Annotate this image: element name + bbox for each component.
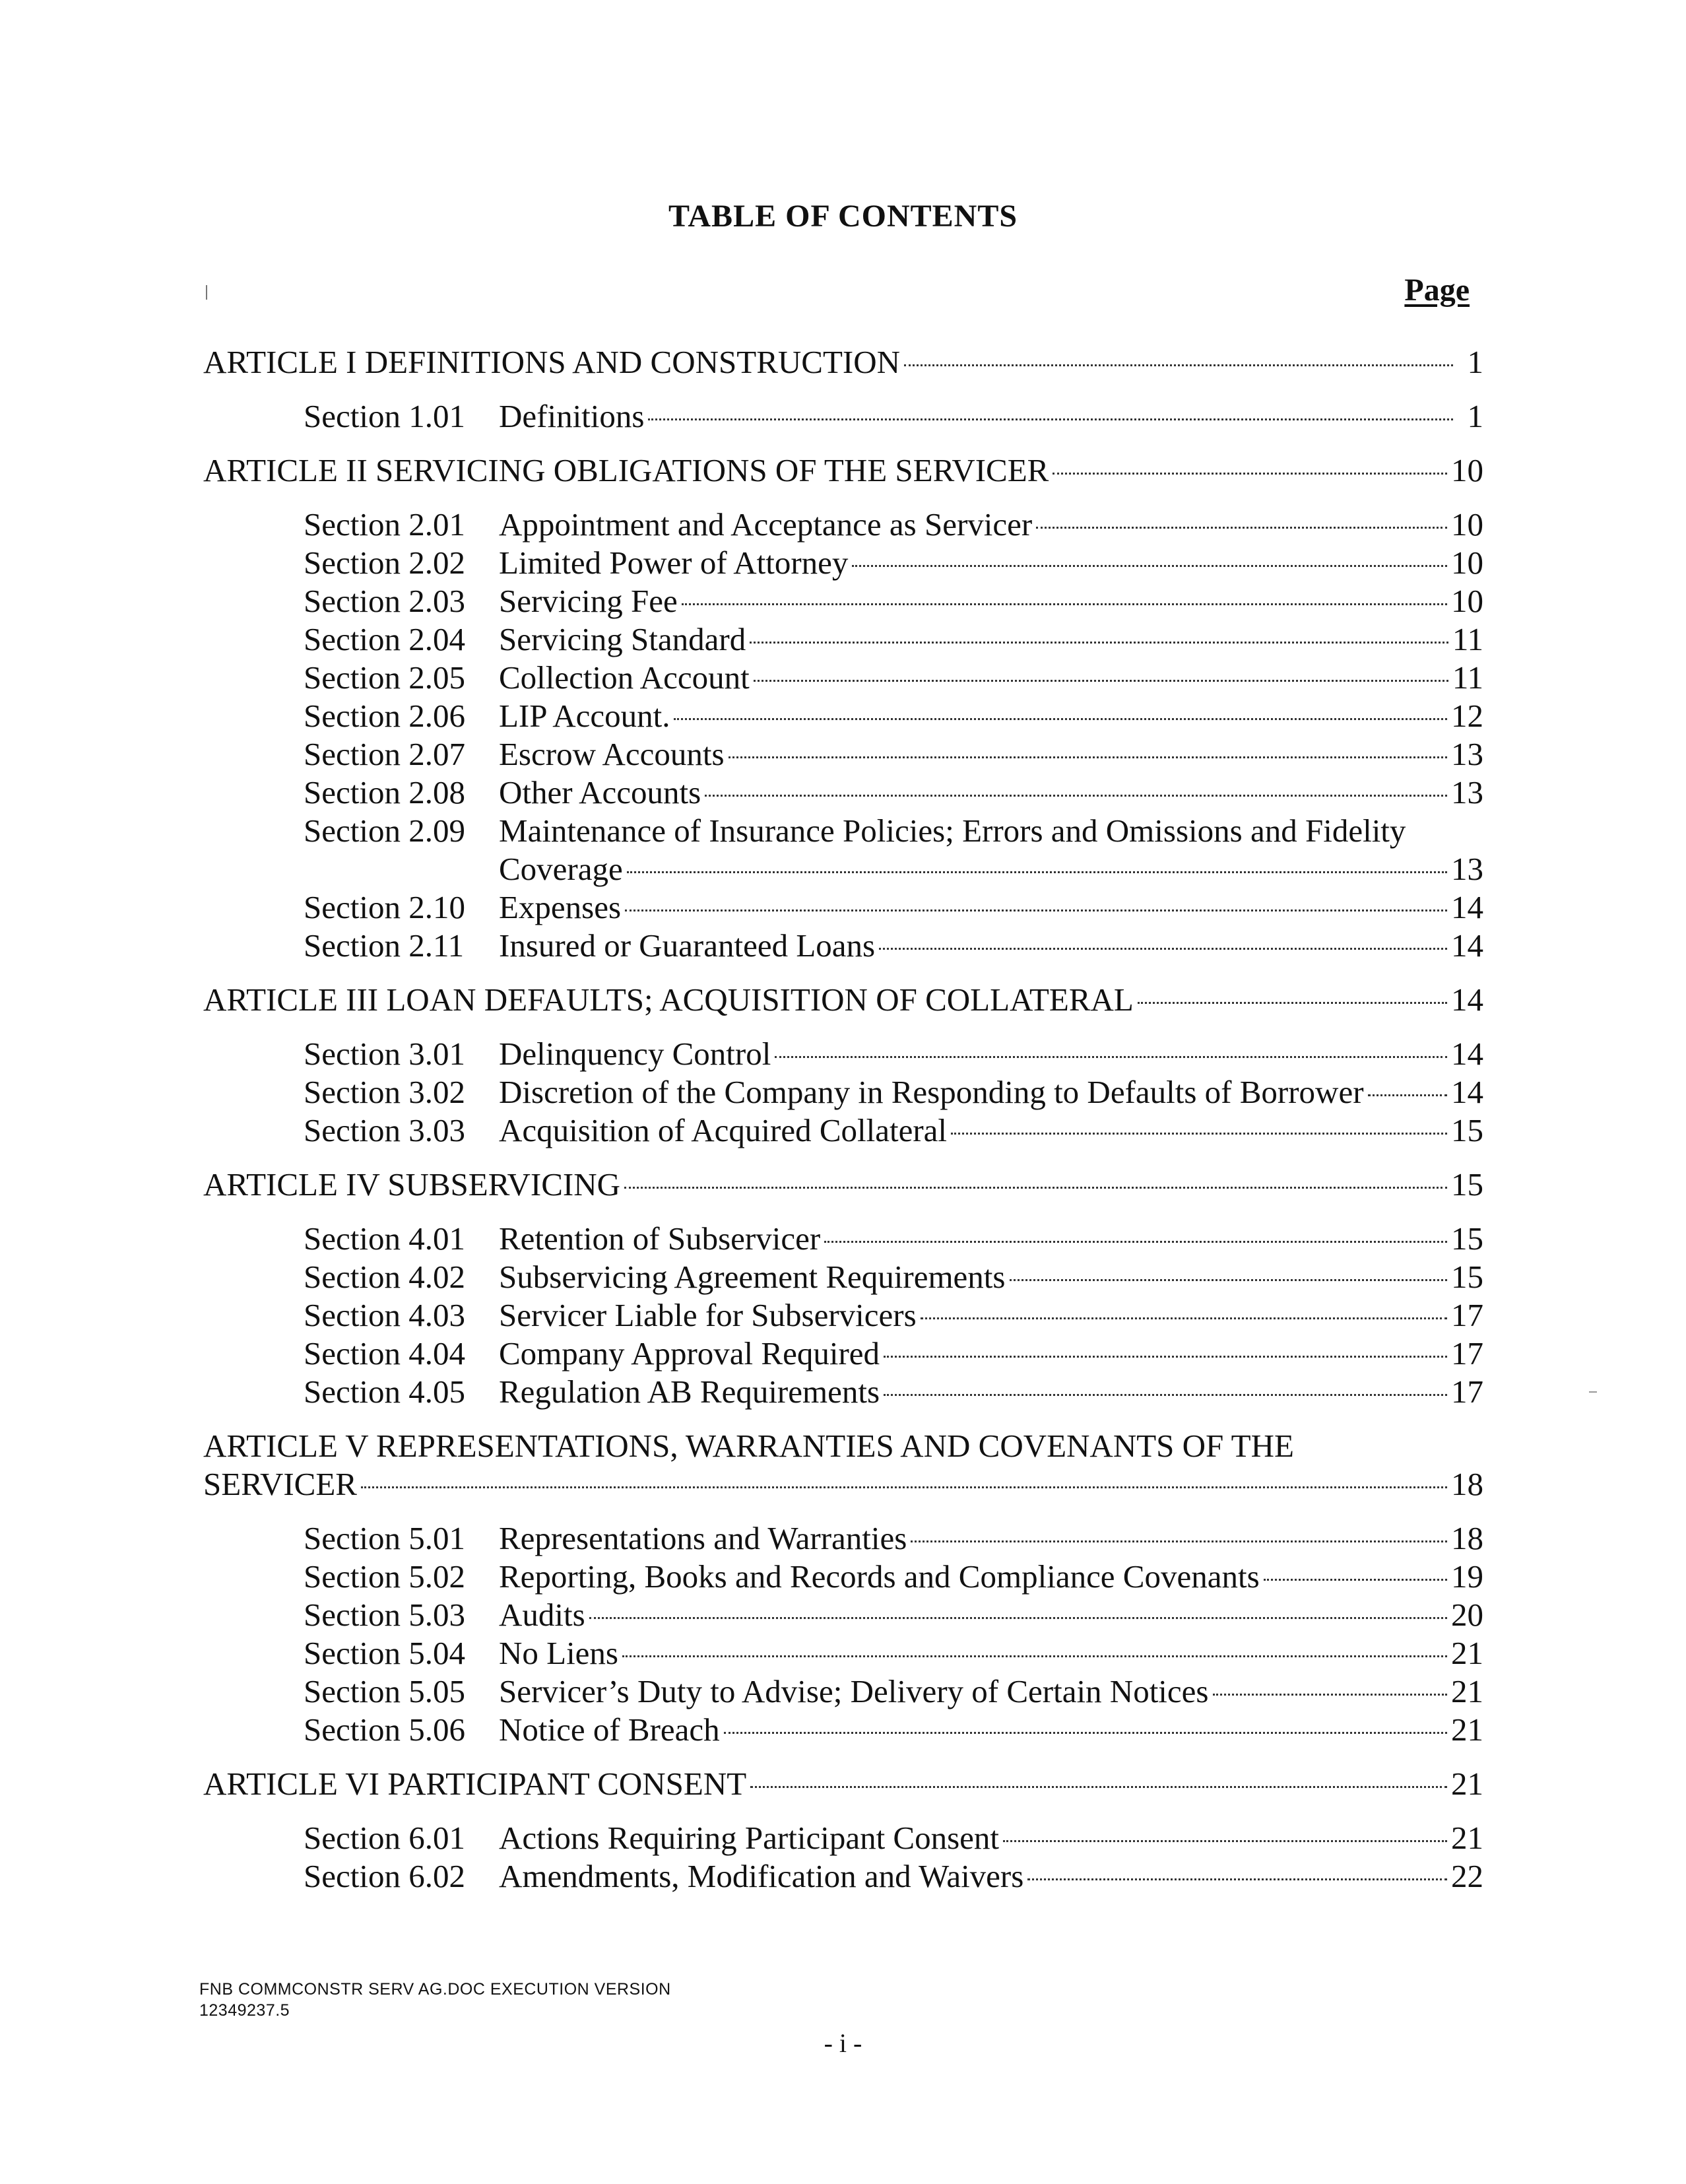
section-number: Section 5.03 (304, 1597, 465, 1633)
section-number: Section 2.01 (304, 506, 465, 543)
toc-section[interactable] (203, 1857, 1483, 1896)
toc-section[interactable] (203, 1296, 1483, 1335)
dot-leader (622, 1655, 1447, 1657)
section-number: Section 2.09 (304, 812, 465, 849)
section-title: Appointment and Acceptance as Servicer (499, 506, 1033, 543)
section-number: Section 2.10 (304, 889, 465, 925)
toc-section[interactable] (203, 1111, 1483, 1150)
section-title: Limited Power of Attorney (499, 545, 849, 581)
section-page-number: 11 (1452, 659, 1483, 696)
toc-section[interactable] (203, 659, 1483, 697)
dot-leader (625, 910, 1447, 911)
article-title: ARTICLE II SERVICING OBLIGATIONS OF THE SERVICER (203, 452, 1049, 488)
toc-section[interactable] (203, 1519, 1483, 1558)
article-page-number: 14 (1451, 981, 1483, 1018)
dot-leader (589, 1617, 1447, 1619)
section-page-number: 13 (1451, 851, 1483, 887)
dot-leader (627, 871, 1447, 873)
section-page-number: 13 (1451, 736, 1483, 772)
section-number: Section 2.04 (304, 621, 465, 657)
section-title: Delinquency Control (499, 1036, 771, 1072)
section-page-number: 15 (1451, 1112, 1483, 1148)
section-number: Section 2.03 (304, 583, 465, 619)
section-page-number: 1 (1467, 398, 1483, 434)
section-title: Definitions (499, 398, 645, 434)
section-title: LIP Account. (499, 698, 670, 734)
section-number: Section 6.01 (304, 1820, 465, 1856)
section-title: No Liens (499, 1635, 618, 1671)
section-number: Section 2.07 (304, 736, 465, 772)
toc-section[interactable] (203, 397, 1483, 436)
footer-doc-name: FNB COMMCONSTR SERV AG.DOC EXECUTION VERSION (199, 1980, 671, 1999)
article-title: ARTICLE III LOAN DEFAULTS; ACQUISITION OF COLLATERAL (203, 981, 1134, 1018)
section-page-number: 20 (1451, 1597, 1483, 1633)
section-page-number: 18 (1451, 1520, 1483, 1556)
dot-leader (750, 1786, 1447, 1788)
section-page-number: 14 (1451, 1074, 1483, 1110)
section-number: Section 2.06 (304, 698, 465, 734)
section-page-number: 10 (1451, 583, 1483, 619)
dot-leader (921, 1317, 1447, 1319)
section-title: Audits (499, 1597, 585, 1633)
section-title: Company Approval Required (499, 1335, 880, 1372)
section-page-number: 10 (1451, 545, 1483, 581)
section-number: Section 3.03 (304, 1112, 465, 1148)
dot-leader (361, 1486, 1447, 1488)
dot-leader (951, 1133, 1447, 1135)
toc-section[interactable] (203, 1335, 1483, 1373)
section-page-number: 14 (1451, 927, 1483, 964)
section-title: Maintenance of Insurance Policies; Errors and Omissions and Fidelity (499, 812, 1406, 849)
article-page-number: 1 (1467, 344, 1483, 380)
section-title: Insured or Guaranteed Loans (499, 927, 876, 964)
dot-leader (884, 1394, 1447, 1396)
toc-section[interactable] (203, 1373, 1483, 1411)
section-title: Expenses (499, 889, 622, 925)
section-number: Section 5.04 (304, 1635, 465, 1671)
article-page-number: 10 (1451, 452, 1483, 488)
section-title: Subservicing Agreement Requirements (499, 1259, 1006, 1295)
article-page-number: 15 (1451, 1166, 1483, 1203)
dot-leader (1213, 1694, 1448, 1696)
toc-section[interactable] (203, 620, 1483, 659)
dot-leader (911, 1540, 1447, 1542)
section-number: Section 2.02 (304, 545, 465, 581)
section-page-number: 15 (1451, 1220, 1483, 1257)
dot-leader (705, 795, 1447, 797)
dot-leader (852, 565, 1447, 567)
toc-section[interactable] (203, 1258, 1483, 1296)
dot-leader (624, 1187, 1447, 1189)
section-title: Actions Requiring Participant Consent (499, 1820, 1000, 1856)
article-title: ARTICLE V REPRESENTATIONS, WARRANTIES AND COVENANTS OF THE (203, 1428, 1294, 1464)
section-number: Section 4.02 (304, 1259, 465, 1295)
section-number: Section 2.05 (304, 659, 465, 696)
dot-leader (1264, 1579, 1447, 1581)
dot-leader (648, 418, 1453, 420)
section-number: Section 5.01 (304, 1520, 465, 1556)
article-page-number: 18 (1451, 1466, 1483, 1502)
dot-leader (879, 948, 1447, 950)
section-number: Section 6.02 (304, 1858, 465, 1894)
dot-leader (884, 1356, 1447, 1358)
section-title: Representations and Warranties (499, 1520, 907, 1556)
section-page-number: 13 (1451, 774, 1483, 811)
dot-leader (754, 680, 1448, 682)
section-number: Section 4.03 (304, 1297, 465, 1333)
dot-leader (750, 642, 1448, 644)
section-number: Section 4.04 (304, 1335, 465, 1372)
section-number: Section 5.02 (304, 1558, 465, 1595)
section-page-number: 17 (1451, 1297, 1483, 1333)
section-page-number: 17 (1451, 1335, 1483, 1372)
toc-section[interactable] (203, 1035, 1483, 1073)
dot-leader (682, 603, 1447, 605)
section-page-number: 10 (1451, 506, 1483, 543)
section-page-number: 14 (1451, 889, 1483, 925)
toc-section[interactable] (203, 812, 1483, 888)
dot-leader (1053, 473, 1447, 475)
toc-section[interactable] (203, 1711, 1483, 1749)
section-title: Other Accounts (499, 774, 701, 811)
article-title: ARTICLE IV SUBSERVICING (203, 1166, 620, 1203)
dot-leader (904, 364, 1453, 366)
section-number: Section 2.08 (304, 774, 465, 811)
scan-artifact-mark (206, 285, 207, 300)
toc-article[interactable] (203, 1765, 1483, 1803)
section-number: Section 4.01 (304, 1220, 465, 1257)
section-title: Notice of Breach (499, 1711, 720, 1748)
dot-leader (824, 1241, 1447, 1243)
toc-section[interactable] (203, 735, 1483, 774)
dot-leader (1010, 1279, 1448, 1281)
section-number: Section 3.02 (304, 1074, 465, 1110)
section-page-number: 15 (1451, 1259, 1483, 1295)
section-title: Servicer Liable for Subservicers (499, 1297, 917, 1333)
section-page-number: 22 (1451, 1858, 1483, 1894)
section-page-number: 21 (1451, 1673, 1483, 1709)
dot-leader (775, 1056, 1447, 1058)
toc-title: TABLE OF CONTENTS (668, 199, 1018, 234)
article-title: ARTICLE I DEFINITIONS AND CONSTRUCTION (203, 344, 900, 380)
section-title: Servicing Standard (499, 621, 746, 657)
section-title-continued: Coverage (499, 851, 623, 887)
dot-leader (729, 756, 1447, 758)
dot-leader (674, 718, 1447, 720)
toc-section[interactable] (203, 888, 1483, 927)
section-number: Section 2.11 (304, 927, 465, 964)
section-number: Section 3.01 (304, 1036, 465, 1072)
toc-section[interactable] (203, 774, 1483, 812)
section-title: Retention of Subservicer (499, 1220, 821, 1257)
dot-leader (1003, 1840, 1447, 1842)
dot-leader (1138, 1002, 1447, 1004)
section-number: Section 1.01 (304, 398, 465, 434)
section-title: Discretion of the Company in Responding to Defaults of Borrower (499, 1074, 1364, 1110)
section-title: Amendments, Modification and Waivers (499, 1858, 1024, 1894)
toc-article[interactable] (203, 1427, 1483, 1504)
section-title: Servicing Fee (499, 583, 678, 619)
section-page-number: 11 (1452, 621, 1483, 657)
section-page-number: 21 (1451, 1820, 1483, 1856)
section-page-number: 21 (1451, 1711, 1483, 1748)
footer-doc-number: 12349237.5 (199, 2001, 290, 2020)
dot-leader (724, 1732, 1447, 1734)
toc-section[interactable] (203, 1073, 1483, 1111)
scan-artifact-dash (1589, 1391, 1597, 1393)
section-title: Reporting, Books and Records and Compliance Covenants (499, 1558, 1260, 1595)
toc-section[interactable] (203, 1672, 1483, 1711)
toc-section[interactable] (203, 506, 1483, 544)
section-title: Regulation AB Requirements (499, 1373, 880, 1410)
dot-leader (1036, 527, 1447, 529)
toc-section[interactable] (203, 1819, 1483, 1857)
toc-section[interactable] (203, 1558, 1483, 1596)
section-title: Escrow Accounts (499, 736, 725, 772)
toc-article[interactable] (203, 1166, 1483, 1204)
article-title: ARTICLE VI PARTICIPANT CONSENT (203, 1766, 747, 1802)
section-page-number: 17 (1451, 1373, 1483, 1410)
section-title: Servicer’s Duty to Advise; Delivery of Certain Notices (499, 1673, 1209, 1709)
toc-section[interactable] (203, 1220, 1483, 1258)
toc-section[interactable] (203, 544, 1483, 582)
toc-section[interactable] (203, 927, 1483, 965)
section-title: Collection Account (499, 659, 750, 696)
article-page-number: 21 (1451, 1766, 1483, 1802)
toc-article[interactable] (203, 451, 1483, 490)
document-footer (199, 1979, 671, 2021)
page-number: - i - (824, 2028, 862, 2058)
section-number: Section 4.05 (304, 1373, 465, 1410)
page-column-heading: Page (1404, 273, 1470, 308)
toc-section[interactable] (203, 697, 1483, 735)
dot-leader (1027, 1878, 1447, 1880)
table-of-contents (203, 343, 1483, 1896)
section-page-number: 14 (1451, 1036, 1483, 1072)
section-page-number: 21 (1451, 1635, 1483, 1671)
section-title: Acquisition of Acquired Collateral (499, 1112, 948, 1148)
toc-section[interactable] (203, 1596, 1483, 1634)
article-title-continued: SERVICER (203, 1466, 357, 1502)
toc-article[interactable] (203, 981, 1483, 1019)
section-number: Section 5.05 (304, 1673, 465, 1709)
section-page-number: 19 (1451, 1558, 1483, 1595)
section-page-number: 12 (1451, 698, 1483, 734)
toc-section[interactable] (203, 1634, 1483, 1672)
toc-article[interactable] (203, 343, 1483, 381)
dot-leader (1368, 1094, 1447, 1096)
toc-section[interactable] (203, 582, 1483, 620)
section-number: Section 5.06 (304, 1711, 465, 1748)
